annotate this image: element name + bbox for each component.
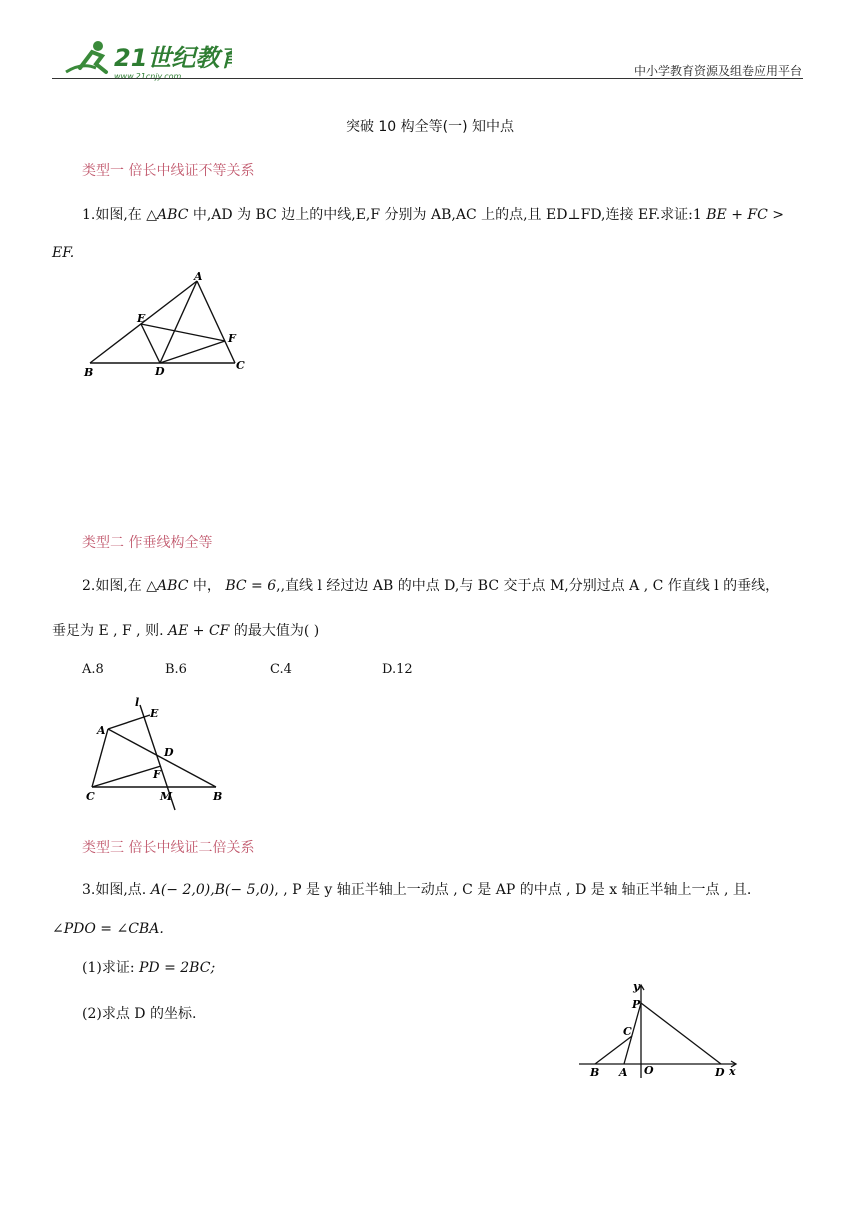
q2-math-triangle: △ABC — [146, 578, 189, 594]
q2-label-m: M — [160, 790, 173, 803]
q2-line1 — [82, 576, 779, 596]
q3-label-o: O — [644, 1064, 654, 1077]
q2-label-c: C — [86, 790, 95, 803]
q1-line2 — [52, 243, 74, 263]
q3-part1-math: PD = 2BC; — [139, 960, 216, 976]
q2-label-a: A — [97, 724, 106, 737]
q3-part1 — [82, 958, 215, 978]
q2-label-e: E — [150, 707, 159, 720]
q1-text-a: 1.如图,在 — [82, 207, 147, 223]
q2-text-a: 2.如图,在 — [82, 578, 147, 594]
q2-math-sum: AE + CF — [168, 623, 230, 639]
section-heading-2: 类型二 作垂线构全等 — [82, 535, 213, 551]
q1-line1 — [82, 205, 784, 225]
q2-option-b: B.6 — [165, 662, 187, 677]
q2-label-b: B — [213, 790, 223, 803]
q3-label-c: C — [623, 1025, 632, 1038]
q1-text-b: 中,AD 为 BC 边上的中线,E,F 分别为 AB,AC 上的点,且 ED⊥FD,连接 EF.求证:1 — [188, 207, 707, 223]
q1-math-inequality: BE + FC > — [706, 207, 784, 223]
q1-label-f: F — [228, 332, 236, 345]
q3-line2 — [52, 919, 164, 939]
q3-math-points: A(− 2,0),B(− 5,0) — [150, 882, 275, 898]
q2-line2 — [52, 621, 319, 641]
q2-label-d: D — [164, 746, 174, 759]
q3-figure — [575, 980, 745, 1080]
q3-text-b: , , P 是 y 轴正半轴上一动点 , C 是 AP 的中点 , D 是 x 轴正半轴上一点 , 且. — [274, 882, 752, 898]
q2-figure — [80, 694, 240, 812]
header-tagline: 中小学教育资源及组卷应用平台 — [633, 64, 802, 78]
q2-text-d: 垂足为 E , F , 则. — [52, 623, 168, 639]
header-divider — [52, 78, 803, 79]
logo — [62, 38, 232, 82]
q1-label-a: A — [194, 270, 203, 283]
q3-label-p: P — [632, 998, 641, 1011]
q2-math-bc: BC = 6 — [225, 578, 277, 594]
q3-text-a: 3.如图,点. — [82, 882, 151, 898]
q3-label-x: x — [729, 1065, 736, 1078]
q2-label-f: F — [153, 768, 161, 781]
q1-figure — [80, 268, 260, 383]
logo-text: 21世纪教育 — [114, 44, 232, 72]
q2-option-d: D.12 — [382, 662, 413, 677]
q1-math-ef: EF. — [52, 245, 75, 261]
q1-label-c: C — [236, 359, 245, 372]
q2-text-e: 的最大值为( ) — [229, 623, 320, 639]
q3-label-b: B — [590, 1066, 600, 1079]
q3-part1-text: (1)求证: — [82, 960, 139, 976]
q2-label-l: l — [135, 696, 140, 709]
logo-url: www.21cnjy.com — [114, 72, 182, 81]
q2-text-b: 中， — [188, 578, 226, 594]
q3-math-angle: ∠PDO = ∠CBA. — [52, 921, 164, 937]
q2-option-c: C.4 — [270, 662, 292, 677]
q2-option-a: A.8 — [82, 662, 104, 677]
section-heading-1: 类型一 倍长中线证不等关系 — [82, 163, 255, 179]
logo-graphic — [62, 38, 232, 82]
q1-label-b: B — [84, 366, 94, 379]
q3-label-d: D — [715, 1066, 725, 1079]
q1-label-d: D — [155, 365, 165, 378]
q3-part2: (2)求点 D 的坐标. — [82, 1006, 197, 1022]
page-title: 突破 10 构全等(一) 知中点 — [345, 119, 515, 135]
q3-label-a: A — [619, 1066, 628, 1079]
section-heading-3: 类型三 倍长中线证二倍关系 — [82, 840, 255, 856]
q2-text-c: ,,直线 l 经过边 AB 的中点 D,与 BC 交于点 M,分别过点 A , C 作直线 l 的垂线， — [276, 578, 780, 594]
q3-line1 — [82, 880, 751, 900]
q3-label-y: y — [633, 980, 640, 993]
q1-label-e: E — [137, 312, 146, 325]
q1-math-triangle: △ABC — [146, 207, 189, 223]
